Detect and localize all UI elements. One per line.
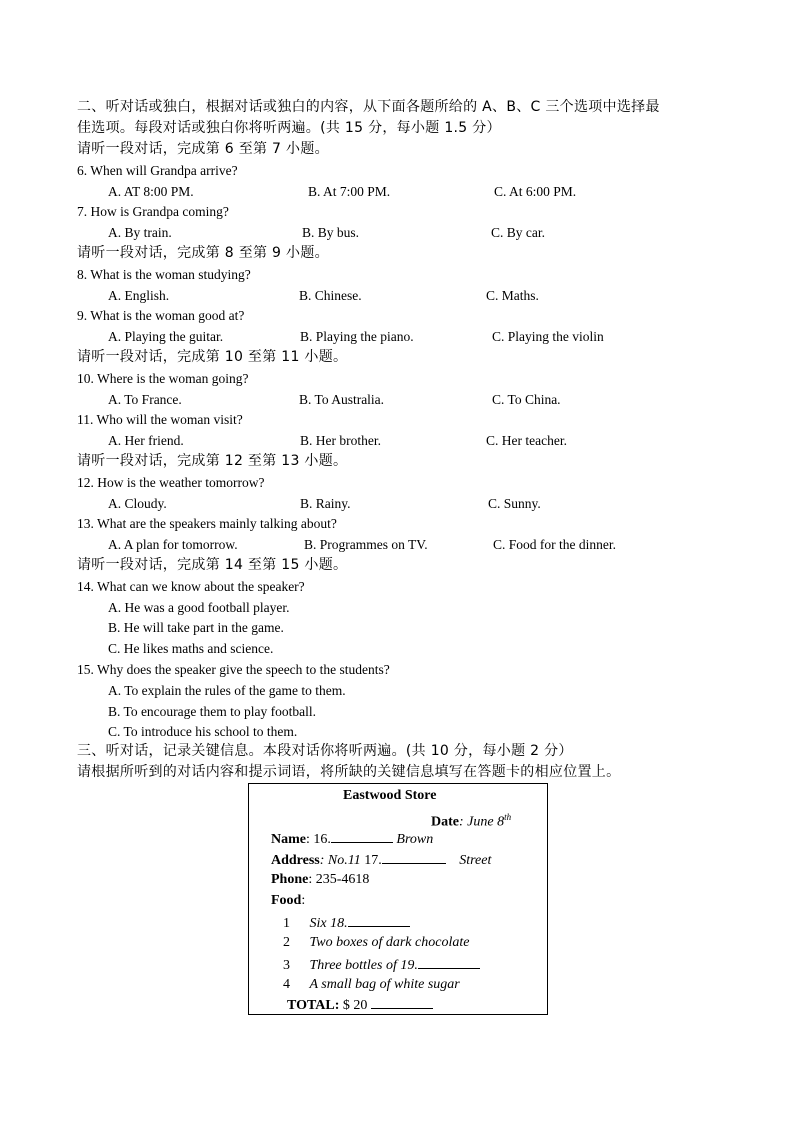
q13-option-a: A. A plan for tomorrow. — [108, 537, 238, 552]
section2-title-line2: 佳选项。每段对话或独白你将听两遍。(共 15 分，每小题 1.5 分） — [77, 120, 501, 136]
date-value: : June 8 — [459, 814, 505, 830]
phone-row — [271, 870, 369, 890]
q7-option-a: A. By train. — [108, 225, 172, 240]
q9-option-a: A. Playing the guitar. — [108, 329, 224, 344]
address-question-number: 17. — [360, 853, 382, 868]
address-street: Street — [459, 853, 492, 868]
question-6: 6. When will Grandpa arrive? — [77, 163, 238, 178]
name-surname: Brown — [396, 832, 434, 847]
q12-option-a: A. Cloudy. — [108, 496, 167, 511]
question-8: 8. What is the woman studying? — [77, 267, 251, 282]
q8-option-a: A. English. — [108, 288, 170, 303]
question-14: 14. What can we know about the speaker? — [77, 579, 305, 594]
item-2-text: Two boxes of dark chocolate — [309, 935, 470, 950]
phone-value: : 235-4618 — [308, 872, 370, 887]
q14-option-b: B. He will take part in the game. — [108, 620, 284, 635]
question-13: 13. What are the speakers mainly talking about? — [77, 516, 337, 531]
phone-label: Phone — [271, 872, 309, 887]
q13-option-b: B. Programmes on TV. — [304, 537, 428, 552]
food-item-1 — [283, 912, 410, 934]
q7-option-c: C. By car. — [491, 225, 545, 240]
section3-instruction: 请根据所听到的对话内容和提示词语，将所缺的关键信息填写在答题卡的相应位置上。 — [77, 764, 621, 780]
total-blank[interactable] — [371, 994, 433, 1009]
q13-option-c: C. Food for the dinner. — [493, 537, 616, 552]
date-suffix: th — [504, 812, 512, 822]
q15-option-c: C. To introduce his school to them. — [108, 724, 298, 739]
q10-option-a: A. To France. — [108, 392, 182, 407]
total-value: $ 20 — [339, 998, 368, 1013]
q10-option-b: B. To Australia. — [299, 392, 385, 407]
address-label: Address — [271, 853, 320, 868]
question-15: 15. Why does the speaker give the speech to the students? — [77, 662, 390, 677]
item-4-number: 4 — [283, 977, 290, 992]
food-item-2 — [283, 933, 469, 953]
q12-option-c: C. Sunny. — [488, 496, 541, 511]
question-9: 9. What is the woman good at? — [77, 308, 245, 323]
question-7: 7. How is Grandpa coming? — [77, 204, 229, 219]
q6-option-c: C. At 6:00 PM. — [494, 184, 577, 199]
q14-option-c: C. He likes maths and science. — [108, 641, 274, 656]
date-row — [431, 807, 511, 833]
section3-title: 三、听对话，记录关键信息。本段对话你将听两遍。(共 10 分，每小题 2 分） — [77, 743, 573, 759]
item-3-number: 3 — [283, 958, 290, 973]
instruction-12-13: 请听一段对话，完成第 12 至第 13 小题。 — [77, 453, 348, 469]
q14-option-a: A. He was a good football player. — [108, 600, 290, 615]
q6-option-b: B. At 7:00 PM. — [308, 184, 391, 199]
food-row — [271, 891, 305, 911]
food-item-4 — [283, 975, 460, 995]
q8-option-b: B. Chinese. — [299, 288, 362, 303]
instruction-6-7: 请听一段对话，完成第 6 至第 7 小题。 — [77, 141, 329, 157]
total-row — [287, 994, 433, 1016]
food-colon: : — [301, 893, 306, 908]
q15-option-b: B. To encourage them to play football. — [108, 704, 317, 719]
item-1-text: Six 18. — [309, 916, 348, 931]
q11-option-b: B. Her brother. — [300, 433, 381, 448]
q15-option-a: A. To explain the rules of the game to them. — [108, 683, 346, 698]
q6-option-a: A. AT 8:00 PM. — [108, 184, 194, 199]
item-3-blank[interactable] — [418, 954, 480, 969]
food-item-3 — [283, 954, 480, 976]
q9-option-c: C. Playing the violin — [492, 329, 604, 344]
item-1-blank[interactable] — [348, 912, 410, 927]
store-order-form — [248, 783, 548, 1015]
store-name: Eastwood Store — [343, 788, 437, 803]
section2-title-line1: 二、听对话或独白，根据对话或独白的内容，从下面各题所给的 A、B、C 三个选项中选择最 — [77, 99, 660, 115]
name-blank[interactable] — [331, 828, 393, 843]
address-number: : No.11 — [319, 853, 361, 868]
date-label: Date — [431, 814, 459, 830]
instruction-8-9: 请听一段对话，完成第 8 至第 9 小题。 — [77, 245, 329, 261]
q8-option-c: C. Maths. — [486, 288, 539, 303]
q7-option-b: B. By bus. — [302, 225, 360, 240]
item-4-text: A small bag of white sugar — [309, 977, 460, 992]
question-10: 10. Where is the woman going? — [77, 371, 249, 386]
instruction-14-15: 请听一段对话，完成第 14 至第 15 小题。 — [77, 557, 348, 573]
address-row — [271, 849, 491, 871]
q12-option-b: B. Rainy. — [300, 496, 351, 511]
name-row — [271, 828, 433, 850]
q9-option-b: B. Playing the piano. — [300, 329, 414, 344]
item-1-number: 1 — [283, 916, 290, 931]
address-blank[interactable] — [382, 849, 446, 864]
item-3-text: Three bottles of 19. — [309, 958, 418, 973]
name-label: Name — [271, 832, 306, 847]
total-label: TOTAL: — [287, 998, 340, 1013]
q11-option-c: C. Her teacher. — [486, 433, 567, 448]
food-label: Food — [271, 893, 302, 908]
question-12: 12. How is the weather tomorrow? — [77, 475, 265, 490]
item-2-number: 2 — [283, 935, 290, 950]
name-number: : 16. — [306, 832, 331, 847]
q10-option-c: C. To China. — [492, 392, 561, 407]
q11-option-a: A. Her friend. — [108, 433, 184, 448]
instruction-10-11: 请听一段对话，完成第 10 至第 11 小题。 — [77, 349, 348, 365]
question-11: 11. Who will the woman visit? — [77, 412, 243, 427]
